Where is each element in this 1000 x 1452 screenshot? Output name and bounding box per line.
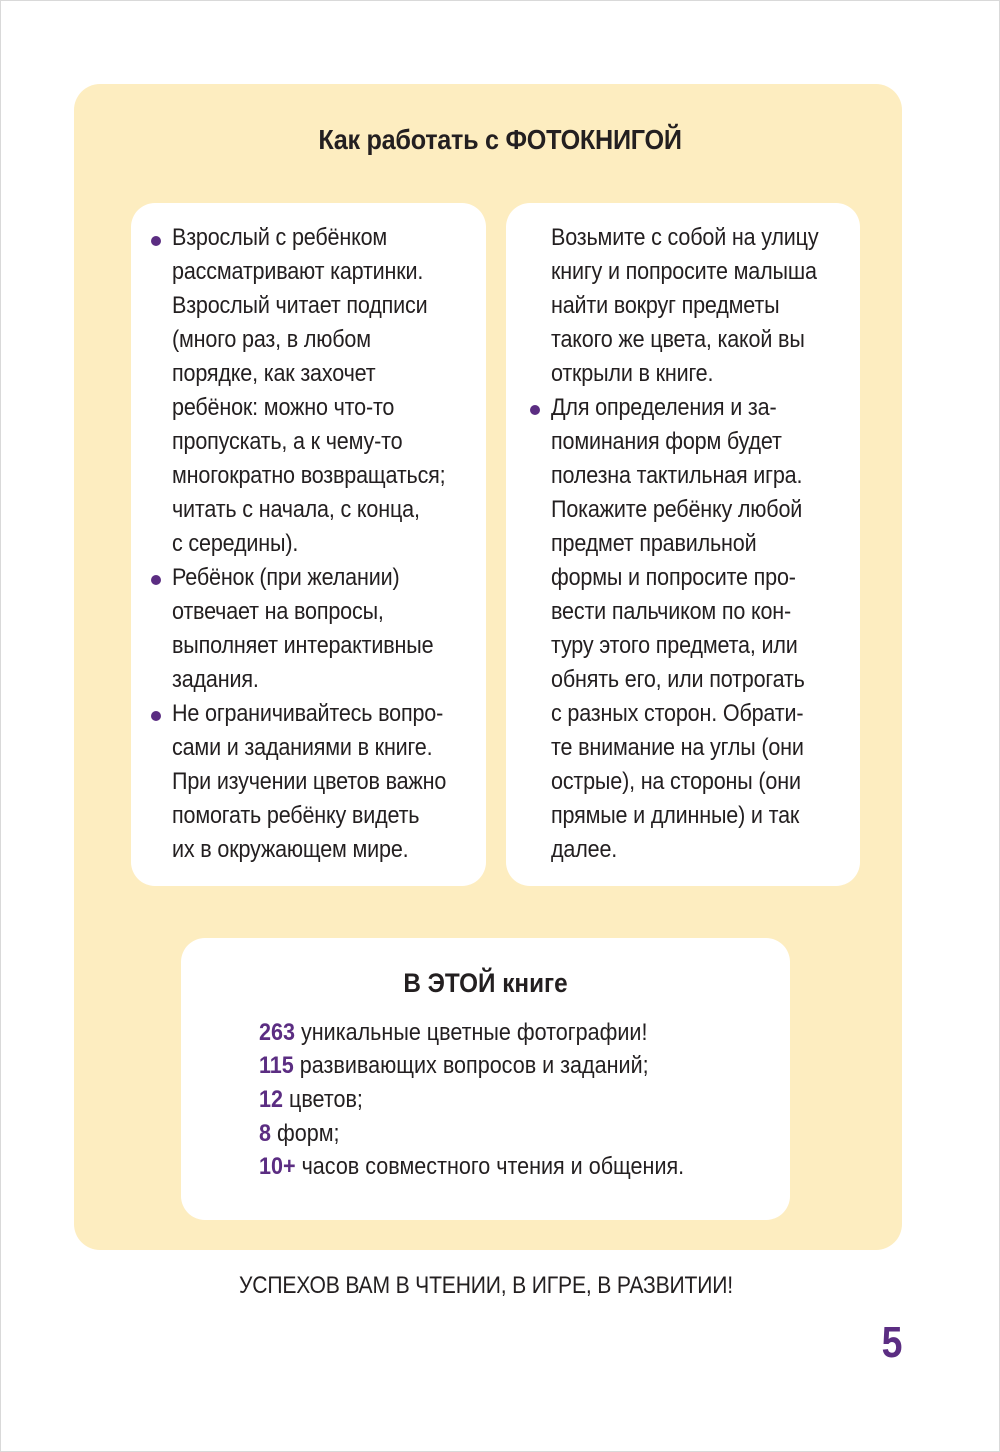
stat-number: 8 bbox=[259, 1120, 272, 1147]
stat-text: развивающих вопросов и заданий; bbox=[299, 1052, 649, 1079]
page-title: Как работать с ФОТОКНИГОЙ bbox=[318, 124, 682, 155]
bullet-dot-icon bbox=[151, 711, 161, 721]
stat-row-colors bbox=[259, 1083, 363, 1117]
left-bullet-2: Ребёнок (при желании) отвечает на вопросы, выполняет интерактивные задания. bbox=[172, 564, 434, 693]
stat-text: уникальные цветные фотографии! bbox=[300, 1019, 648, 1046]
right-bullet-1: Для определения и за- поминания форм будет полезна тактильная игра. Покажите ребёнку любой предмет правильной формы и попросите про- вести пальчиком по кон- туру этого предмета, или обнять его, или потрогать с разных сторон. Обрати- те внимание на углы (они острые), на стороны (они прямые и длинные) и так далее. bbox=[551, 394, 805, 863]
stat-text: форм; bbox=[276, 1120, 340, 1147]
stat-number: 12 bbox=[259, 1086, 283, 1113]
bullet-dot-icon bbox=[151, 236, 161, 246]
bullet-dot-icon bbox=[530, 405, 540, 415]
stat-number: 263 bbox=[259, 1019, 295, 1046]
stat-number: 115 bbox=[259, 1052, 294, 1079]
book-info-title: В ЭТОЙ книге bbox=[403, 968, 568, 998]
stat-row-questions bbox=[259, 1049, 649, 1083]
page-number: 5 bbox=[881, 1318, 903, 1367]
left-bullet-1: Взрослый с ребёнком рассматривают картинки. Взрослый читает подписи (много раз, в любом порядке, как захочет ребёнок: можно что-то пропускать, а к чему-то многократно возвращаться; читать с начала, с конца, с середины). bbox=[172, 224, 446, 557]
right-continuation-text: Возьмите с собой на улицу книгу и попросите малыша найти вокруг предметы такого же цвета, какой вы открыли в книге. bbox=[551, 224, 819, 387]
stat-row-photos bbox=[259, 1016, 647, 1050]
bullet-dot-icon bbox=[151, 575, 161, 585]
stat-row-shapes bbox=[259, 1117, 340, 1151]
left-bullet-3: Не ограничивайтесь вопро- сами и заданиями в книге. При изучении цветов важно помогать ребёнку видеть их в окружающем мире. bbox=[172, 700, 447, 863]
stat-number: 10+ bbox=[259, 1153, 296, 1180]
stat-text: цветов; bbox=[288, 1086, 363, 1113]
stat-row-hours bbox=[259, 1150, 684, 1184]
footer-wish: УСПЕХОВ ВАМ В ЧТЕНИИ, В ИГРЕ, В РАЗВИТИИ! bbox=[239, 1272, 733, 1299]
stat-text: часов совместного чтения и общения. bbox=[301, 1153, 685, 1180]
